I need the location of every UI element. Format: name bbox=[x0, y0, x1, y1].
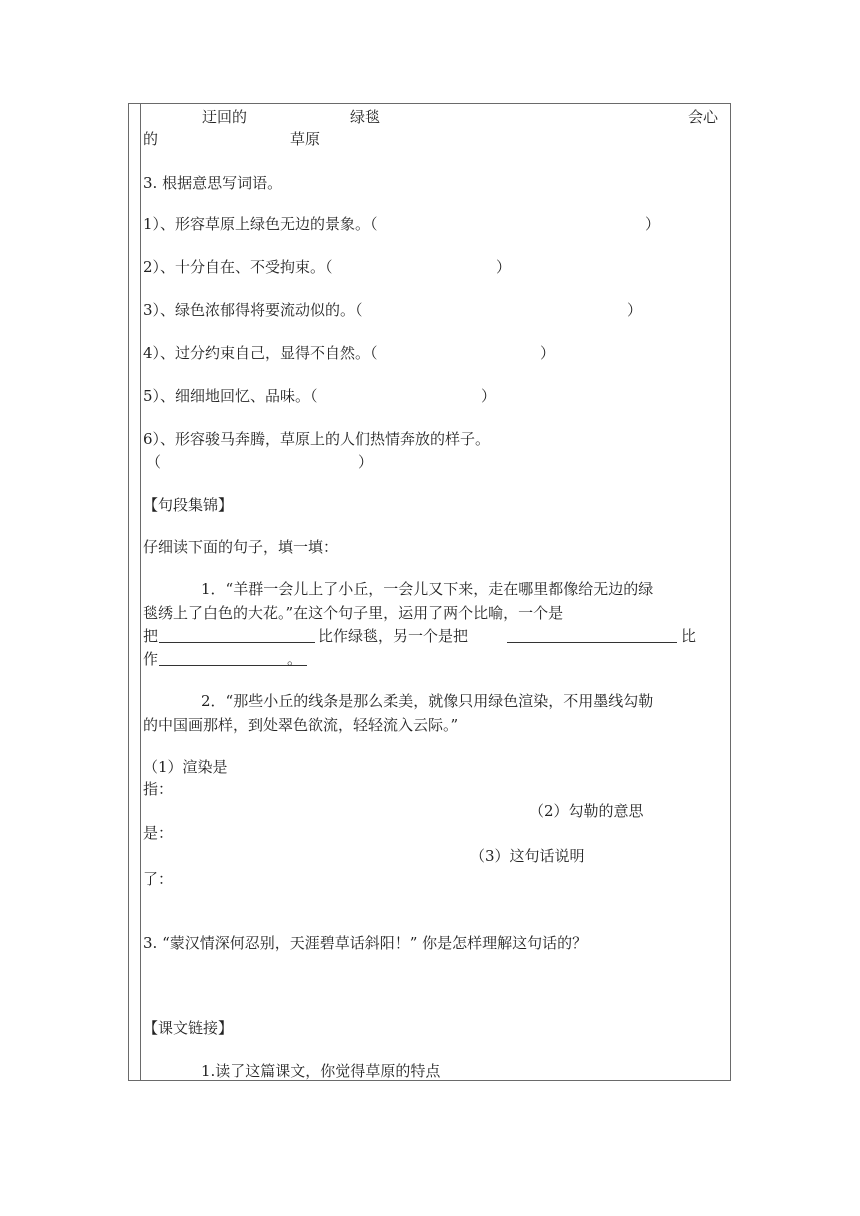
question-item: 6）、形容骏马奔腾，草原上的人们热情奔放的样子。 bbox=[143, 430, 491, 448]
close-paren: ） bbox=[358, 453, 374, 471]
vocab-word: 会心 bbox=[688, 108, 719, 126]
sentence-2-line-2: 的中国画那样，到处翠色欲流，轻轻流入云际。” bbox=[143, 716, 459, 734]
close-paren: ） bbox=[481, 387, 497, 405]
question-item: 4）、过分约束自己，显得不自然。（ bbox=[143, 344, 378, 362]
sub-question: （2）勾勒的意思 bbox=[529, 802, 644, 820]
answer-blank-2[interactable] bbox=[507, 627, 677, 643]
close-paren: ） bbox=[540, 344, 556, 362]
sub-question: 了： bbox=[143, 870, 174, 888]
question-3: 3. “蒙汉情深何忍别，天涯碧草话斜阳！” 你是怎样理解这句话的？ bbox=[143, 934, 588, 952]
question-item: 1）、形容草原上绿色无边的景象。（ bbox=[143, 215, 378, 233]
question-heading: 3. 根据意思写词语。 bbox=[143, 174, 283, 192]
sub-question: 是： bbox=[143, 824, 174, 842]
close-paren: ） bbox=[645, 215, 661, 233]
sub-question: 指： bbox=[143, 780, 174, 798]
vocab-word: 草原 bbox=[290, 130, 321, 148]
sub-question: （3）这句话说明 bbox=[470, 847, 585, 865]
sentence-1-line-2: 毯绣上了白色的大花。”在这个句子里，运用了两个比喻，一个是 bbox=[143, 604, 564, 622]
instruction-text: 仔细读下面的句子，填一填： bbox=[143, 538, 339, 556]
question-item: 5）、细细地回忆、品味。（ bbox=[143, 387, 318, 405]
section-title: 【课文链接】 bbox=[143, 1019, 234, 1037]
fill-label: 比作绿毯，另一个是把 bbox=[318, 627, 469, 645]
question-item: 2）、十分自在、不受拘束。（ bbox=[143, 258, 333, 276]
close-paren: ） bbox=[496, 258, 512, 276]
sub-question: （1）渲染是 bbox=[143, 758, 228, 776]
vocab-word: 的 bbox=[143, 130, 159, 148]
fill-label: 作 bbox=[143, 650, 159, 668]
sentence-1-line-1: 1．“羊群一会儿上了小丘，一会儿又下来，走在哪里都像给无边的绿 bbox=[201, 580, 654, 598]
section-title: 【句段集锦】 bbox=[143, 496, 234, 514]
answer-blank-3[interactable] bbox=[159, 650, 307, 666]
fill-label: 比 bbox=[681, 627, 697, 645]
link-question: 1.读了这篇课文，你觉得草原的特点 bbox=[201, 1062, 441, 1080]
margin-rule bbox=[140, 103, 141, 1081]
question-item: 3）、绿色浓郁得将要流动似的。（ bbox=[143, 301, 363, 319]
vocab-word: 迂回的 bbox=[202, 108, 248, 126]
open-paren: （ bbox=[146, 453, 162, 471]
close-paren: ） bbox=[627, 301, 643, 319]
vocab-word: 绿毯 bbox=[350, 108, 381, 126]
sentence-2-line-1: 2．“那些小丘的线条是那么柔美，就像只用绿色渲染，不用墨线勾勒 bbox=[201, 692, 654, 710]
fill-label: 把 bbox=[143, 627, 159, 645]
fill-label: 。 bbox=[287, 650, 303, 668]
answer-blank-1[interactable] bbox=[159, 627, 315, 643]
